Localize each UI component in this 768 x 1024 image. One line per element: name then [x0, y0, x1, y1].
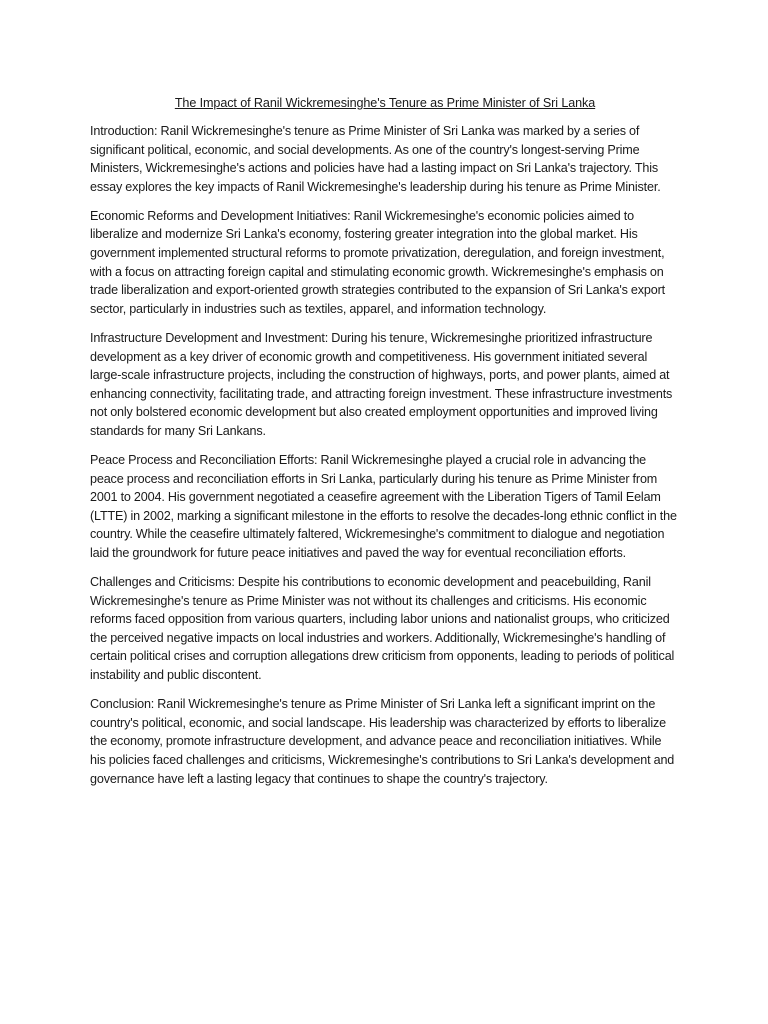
- paragraph-conclusion: Conclusion: Ranil Wickremesinghe's tenure as Prime Minister of Sri Lanka left a significant imprint on the country's political, economic, and social landscape. His leadership was characterized by efforts to liberalize the economy, promote infrastructure development, and advance peace and reconciliation initiatives. While his policies faced challenges and criticisms, Wickremesinghe's contributions to Sri Lanka's development and governance have left a lasting legacy that continues to shape the country's trajectory.: [90, 697, 675, 786]
- paragraph-infrastructure: Infrastructure Development and Investment: During his tenure, Wickremesinghe prioritized infrastructure development as a key driver of economic growth and competitiveness. His government initiated several large-scale infrastructure projects, including the construction of highways, ports, and power plants, aimed at enhancing connectivity, facilitating trade, and attracting foreign investment. These infrastructure investments not only bolstered economic development but also created employment opportunities and improved living standards for many Sri Lankans.: [90, 330, 673, 438]
- paragraph-introduction: Introduction: Ranil Wickremesinghe's tenure as Prime Minister of Sri Lanka was marked by a series of significant political, economic, and social developments. As one of the country's longest-serving Prime Ministers, Wickremesinghe's actions and policies have had a lasting impact on Sri Lanka's trajectory. This essay explores the key impacts of Ranil Wickremesinghe's leadership during his tenure as Prime Minister.: [90, 124, 661, 194]
- paragraph-economic-reforms: Economic Reforms and Development Initiatives: Ranil Wickremesinghe's economic policies aimed to liberalize and modernize Sri Lanka's economy, fostering greater integration into the global market. His government implemented structural reforms to promote privatization, deregulation, and foreign investment, with a focus on attracting foreign capital and stimulating economic growth. Wickremesinghe's emphasis on trade liberalization and export-oriented growth strategies contributed to the expansion of Sri Lanka's export sector, particularly in industries such as textiles, apparel, and information technology.: [90, 208, 666, 316]
- paragraph-challenges: Challenges and Criticisms: Despite his contributions to economic development and peacebuilding, Ranil Wickremesinghe's tenure as Prime Minister was not without its challenges and criticisms. His economic reforms faced opposition from various quarters, including labor unions and nationalist groups, who criticized the perceived negative impacts on local industries and workers. Additionally, Wickremesinghe's handling of certain political crises and corruption allegations drew criticism from opponents, leading to periods of political instability and public discontent.: [90, 575, 675, 683]
- document-title: The Impact of Ranil Wickremesinghe's Tenure as Prime Minister of Sri Lanka: [174, 96, 596, 110]
- paragraph-peace-process: Peace Process and Reconciliation Efforts: Ranil Wickremesinghe played a crucial role in advancing the peace process and reconciliation efforts in Sri Lanka, particularly during his tenure as Prime Minister from 2001 to 2004. His government negotiated a ceasefire agreement with the Liberation Tigers of Tamil Eelam (LTTE) in 2002, marking a significant milestone in the efforts to resolve the decades-long ethnic conflict in the country. While the ceasefire ultimately faltered, Wickremesinghe's commitment to dialogue and negotiation laid the groundwork for future peace initiatives and paved the way for eventual reconciliation efforts.: [90, 453, 677, 560]
- document-page: [90, 94, 680, 799]
